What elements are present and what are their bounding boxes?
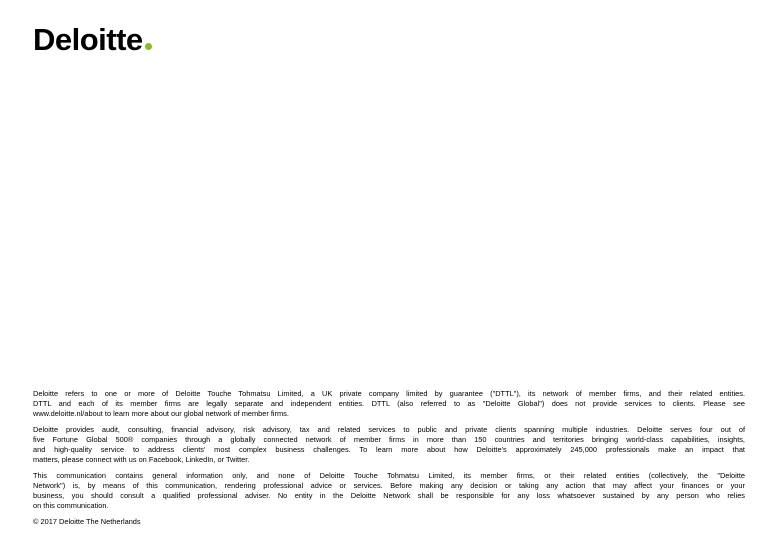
text-line: www.deloitte.nl/about to learn more about our global network of member firms. bbox=[33, 409, 289, 418]
disclaimer-paragraph-about bbox=[33, 389, 745, 419]
text-line: on this communication. bbox=[33, 501, 109, 510]
logo-text: Deloitte bbox=[33, 22, 143, 57]
text-line: matters, please connect with us on Facebook, LinkedIn, or Twitter. bbox=[33, 455, 250, 464]
text-line: Deloitte provides audit, consulting, financial advisory, risk advisory, tax and related services to public and private clients spanning multiple industries. Deloitte serves four out of bbox=[33, 425, 745, 434]
text-line: Deloitte refers to one or more of Deloitte Touche Tohmatsu Limited, a UK private company limited by guarantee ("DTTL"), its network of member firms, and their related entities. bbox=[33, 389, 745, 398]
text-line: business, you should consult a qualified professional adviser. No entity in the Deloitte Network shall be responsible for any loss whatsoever sustained by any person who relies bbox=[33, 491, 745, 500]
deloitte-logo bbox=[33, 24, 152, 56]
copyright-notice: © 2017 Deloitte The Netherlands bbox=[33, 517, 141, 526]
text-line: Network") is, by means of this communication, rendering professional advice or services. Before making any decision or taking any action that may affect your finances or your bbox=[33, 481, 745, 490]
logo-dot-icon bbox=[145, 43, 152, 50]
disclaimer-paragraph-general-info bbox=[33, 471, 745, 511]
text-line: five Fortune Global 500® companies through a globally connected network of member firms in more than 150 countries and territories bringing world-class capabilities, insights, bbox=[33, 435, 745, 444]
legal-disclaimer bbox=[33, 389, 745, 533]
text-line: This communication contains general information only, and none of Deloitte Touche Tohmatsu Limited, its member firms, or their related entities (collectively, the "Deloitte bbox=[33, 471, 745, 480]
text-line: and high-quality service to address clients' most complex business challenges. To learn more about how Deloitte's approximately 245,000 professionals make an impact that bbox=[33, 445, 745, 454]
disclaimer-paragraph-services bbox=[33, 425, 745, 465]
text-line: DTTL and each of its member firms are legally separate and independent entities. DTTL (also referred to as "Deloitte Global") does not provide services to clients. Please see bbox=[33, 399, 745, 408]
